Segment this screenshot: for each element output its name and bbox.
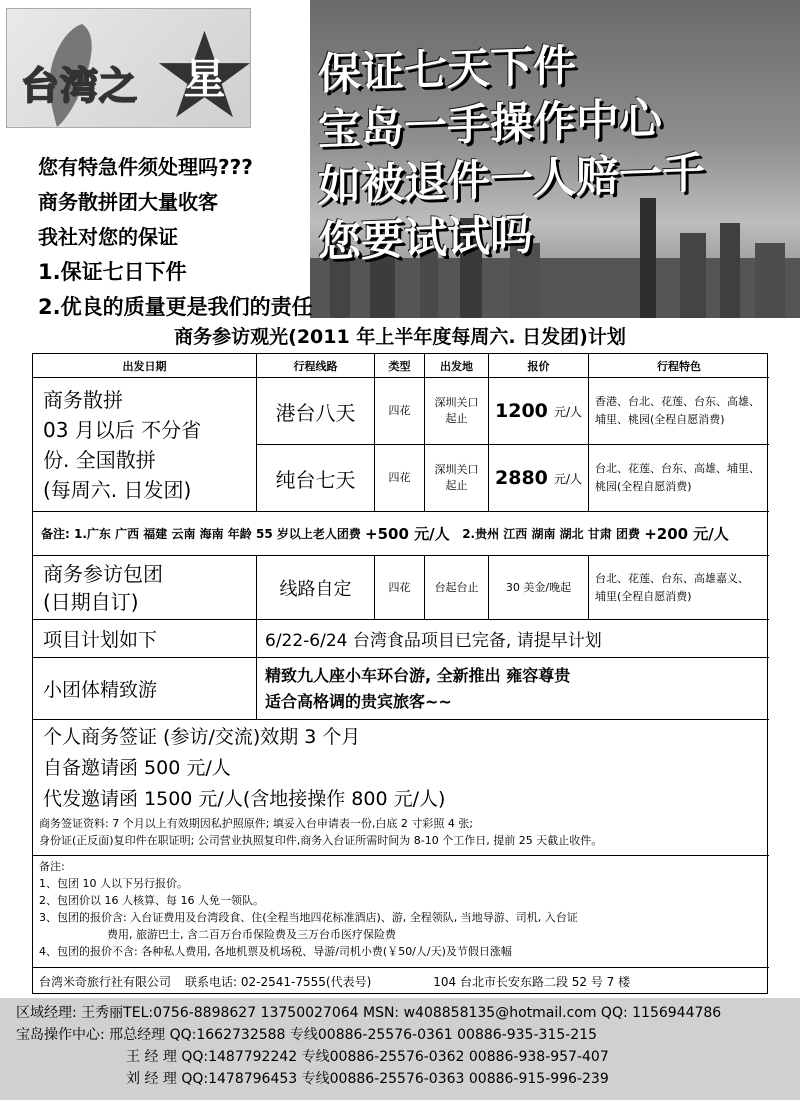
star-icon bbox=[157, 27, 252, 122]
price-unit: 元/人 bbox=[553, 404, 582, 419]
plan-title: 商务参访观光(2011 年上半年度每周六. 日发团)计划 bbox=[174, 326, 626, 348]
intro-line: 商务散拼团大量收客 bbox=[38, 190, 218, 214]
note-label: 备注: bbox=[41, 527, 70, 541]
headline-line: 宝岛一手操作中心 bbox=[318, 93, 662, 156]
feature-line: 桃园(全程自愿消费) bbox=[595, 480, 692, 493]
note-1: 1.广东 广西 福建 云南 海南 年龄 55 岁以上老人团费 bbox=[74, 527, 361, 541]
visa-doc-line: 身份证(正反面)复印件在职证明; 公司营业执照复印件,商务入台证所需时间为 8-10 个工作日, 提前 25 天截止收件。 bbox=[39, 834, 603, 847]
intro-line: 1.保证七日下件 bbox=[38, 260, 187, 284]
remark-line: 2、包团价以 16 人核算、每 16 人免一领队。 bbox=[39, 894, 264, 907]
note-2: 2.贵州 江西 湖南 湖北 甘肃 团费 bbox=[462, 527, 640, 541]
price-cell bbox=[489, 445, 589, 512]
surcharge-note bbox=[33, 512, 769, 556]
from-cell bbox=[425, 445, 489, 512]
feature-line: 台北、花莲、台东、高雄、埔里、 bbox=[595, 462, 760, 475]
type-cell: 四花 bbox=[375, 445, 425, 512]
project-label: 项目计划如下 bbox=[33, 620, 257, 658]
company-address: 104 台北市长安东路二段 52 号 7 楼 bbox=[433, 974, 631, 989]
note-2-fee: +200 元/人 bbox=[644, 525, 729, 543]
intro-line: 我社对您的保证 bbox=[38, 225, 178, 249]
visa-line: 个人商务签证 (参访/交流)效期 3 个月 bbox=[43, 726, 361, 748]
depart-line: 份. 全国散拼 bbox=[43, 447, 156, 472]
visa-doc-line: 商务签证资料: 7 个月以上有效期因私护照原件; 填妥入台申请表一份,白底 2 寸彩照 4 张; bbox=[39, 817, 474, 830]
price-value: 1200 bbox=[495, 400, 548, 422]
logo bbox=[6, 8, 251, 128]
logo-star-text: 星 bbox=[183, 54, 226, 104]
header-route: 行程线路 bbox=[257, 354, 375, 378]
footer-line: 刘 经 理 QQ:1478796453 专线00886-25576-0363 00886-915-996-239 bbox=[126, 1071, 609, 1087]
charter-features bbox=[589, 556, 769, 620]
from-line: 起止 bbox=[445, 412, 468, 425]
depart-line: 商务散拼 bbox=[43, 387, 123, 412]
intro-line: 您有特急件须处理吗??? bbox=[38, 155, 253, 179]
intro bbox=[38, 150, 313, 325]
intro-line: 2.优良的质量更是我们的责任 bbox=[38, 295, 313, 319]
note-1-fee: +500 元/人 bbox=[365, 525, 450, 543]
company-row bbox=[33, 968, 769, 994]
charter-price: 30 美金/晚起 bbox=[489, 556, 589, 620]
depart-line: 03 月以后 不分省 bbox=[43, 417, 202, 442]
route-cell: 纯台七天 bbox=[257, 445, 375, 512]
feature-line: 台北、花莲、台东、高雄嘉义、 bbox=[595, 571, 749, 585]
remarks-section bbox=[33, 856, 769, 968]
charter-route: 线路自定 bbox=[257, 556, 375, 620]
features-cell bbox=[589, 378, 769, 445]
from-line: 深圳关口 bbox=[434, 463, 479, 476]
company-phone: 联系电话: 02-2541-7555(代表号) bbox=[185, 974, 372, 989]
from-line: 起止 bbox=[445, 479, 468, 492]
charter-line: (日期自订) bbox=[43, 589, 139, 614]
type-cell: 四花 bbox=[375, 378, 425, 445]
logo-text: 台湾之 bbox=[21, 64, 139, 108]
charter-from: 台起台止 bbox=[425, 556, 489, 620]
remark-line: 1、包团 10 人以下另行报价。 bbox=[39, 877, 188, 890]
plan-table bbox=[32, 353, 768, 994]
from-line: 深圳关口 bbox=[434, 396, 479, 409]
remark-line: 备注: bbox=[39, 860, 65, 873]
visa-line: 代发邀请函 1500 元/人(含地接操作 800 元/人) bbox=[43, 788, 446, 810]
header-from: 出发地 bbox=[425, 354, 489, 378]
headline-line: 如被退件一人赔一千 bbox=[318, 148, 705, 212]
footer-line: 区域经理: 王秀丽TEL:0756-8898627 13750027064 MSN: w408858135@hotmail.com QQ: 1156944786 bbox=[16, 1005, 722, 1021]
price-unit: 元/人 bbox=[553, 471, 582, 486]
small-group-line: 适合高格调的贵宾旅客~~ bbox=[265, 691, 452, 711]
project-text: 6/22-6/24 台湾食品项目已完备, 请提早计划 bbox=[257, 620, 769, 658]
company-name: 台湾米奇旅行社有限公司 bbox=[39, 974, 172, 989]
header bbox=[0, 0, 800, 320]
headline-line: 您要试试吗 bbox=[318, 210, 533, 268]
features-cell bbox=[589, 445, 769, 512]
footer-line: 宝岛操作中心: 邢总经理 QQ:1662732588 专线00886-25576-0361 00886-935-315-215 bbox=[16, 1027, 598, 1043]
price-cell bbox=[489, 378, 589, 445]
header-depart: 出发日期 bbox=[33, 354, 257, 378]
small-group-label: 小团体精致游 bbox=[33, 658, 257, 720]
depart-line: (每周六. 日发团) bbox=[43, 477, 192, 502]
header-type: 类型 bbox=[375, 354, 425, 378]
group1-depart bbox=[33, 378, 257, 512]
feature-line: 香港、台北、花莲、台东、高雄、 bbox=[595, 395, 760, 408]
headline-line: 保证七天下件 bbox=[318, 40, 576, 100]
remark-line: 3、包团的报价含: 入台证费用及台湾段食、住(全程当地四花标准酒店)、游, 全程领队, 当地导游、司机, 入台证 bbox=[39, 911, 578, 924]
headline bbox=[318, 33, 705, 271]
visa-section bbox=[33, 720, 769, 856]
footer-line: 王 经 理 QQ:1487792242 专线00886-25576-0362 00886-938-957-407 bbox=[126, 1049, 609, 1065]
visa-line: 自备邀请函 500 元/人 bbox=[43, 757, 231, 779]
charter-name bbox=[33, 556, 257, 620]
route-cell: 港台八天 bbox=[257, 378, 375, 445]
small-group-line: 精致九人座小车环台游, 全新推出 雍容尊贵 bbox=[265, 665, 571, 685]
price-value: 2880 bbox=[495, 467, 548, 489]
small-group-text bbox=[257, 658, 769, 720]
feature-line: 埔里(全程自愿消费) bbox=[595, 589, 692, 603]
from-cell bbox=[425, 378, 489, 445]
remark-line: 费用, 旅游巴士, 含二百万台币保险费及三万台币医疗保险费 bbox=[107, 928, 396, 941]
charter-line: 商务参访包团 bbox=[43, 561, 163, 586]
header-features: 行程特色 bbox=[589, 354, 769, 378]
feature-line: 埔里、桃园(全程自愿消费) bbox=[595, 413, 725, 426]
footer-contacts bbox=[0, 998, 800, 1100]
header-price: 报价 bbox=[489, 354, 589, 378]
charter-type: 四花 bbox=[375, 556, 425, 620]
remark-line: 4、包团的报价不含: 各种私人费用, 各地机票及机场税、导游/司机小费(￥50/人/天)及节假日涨幅 bbox=[39, 945, 512, 958]
